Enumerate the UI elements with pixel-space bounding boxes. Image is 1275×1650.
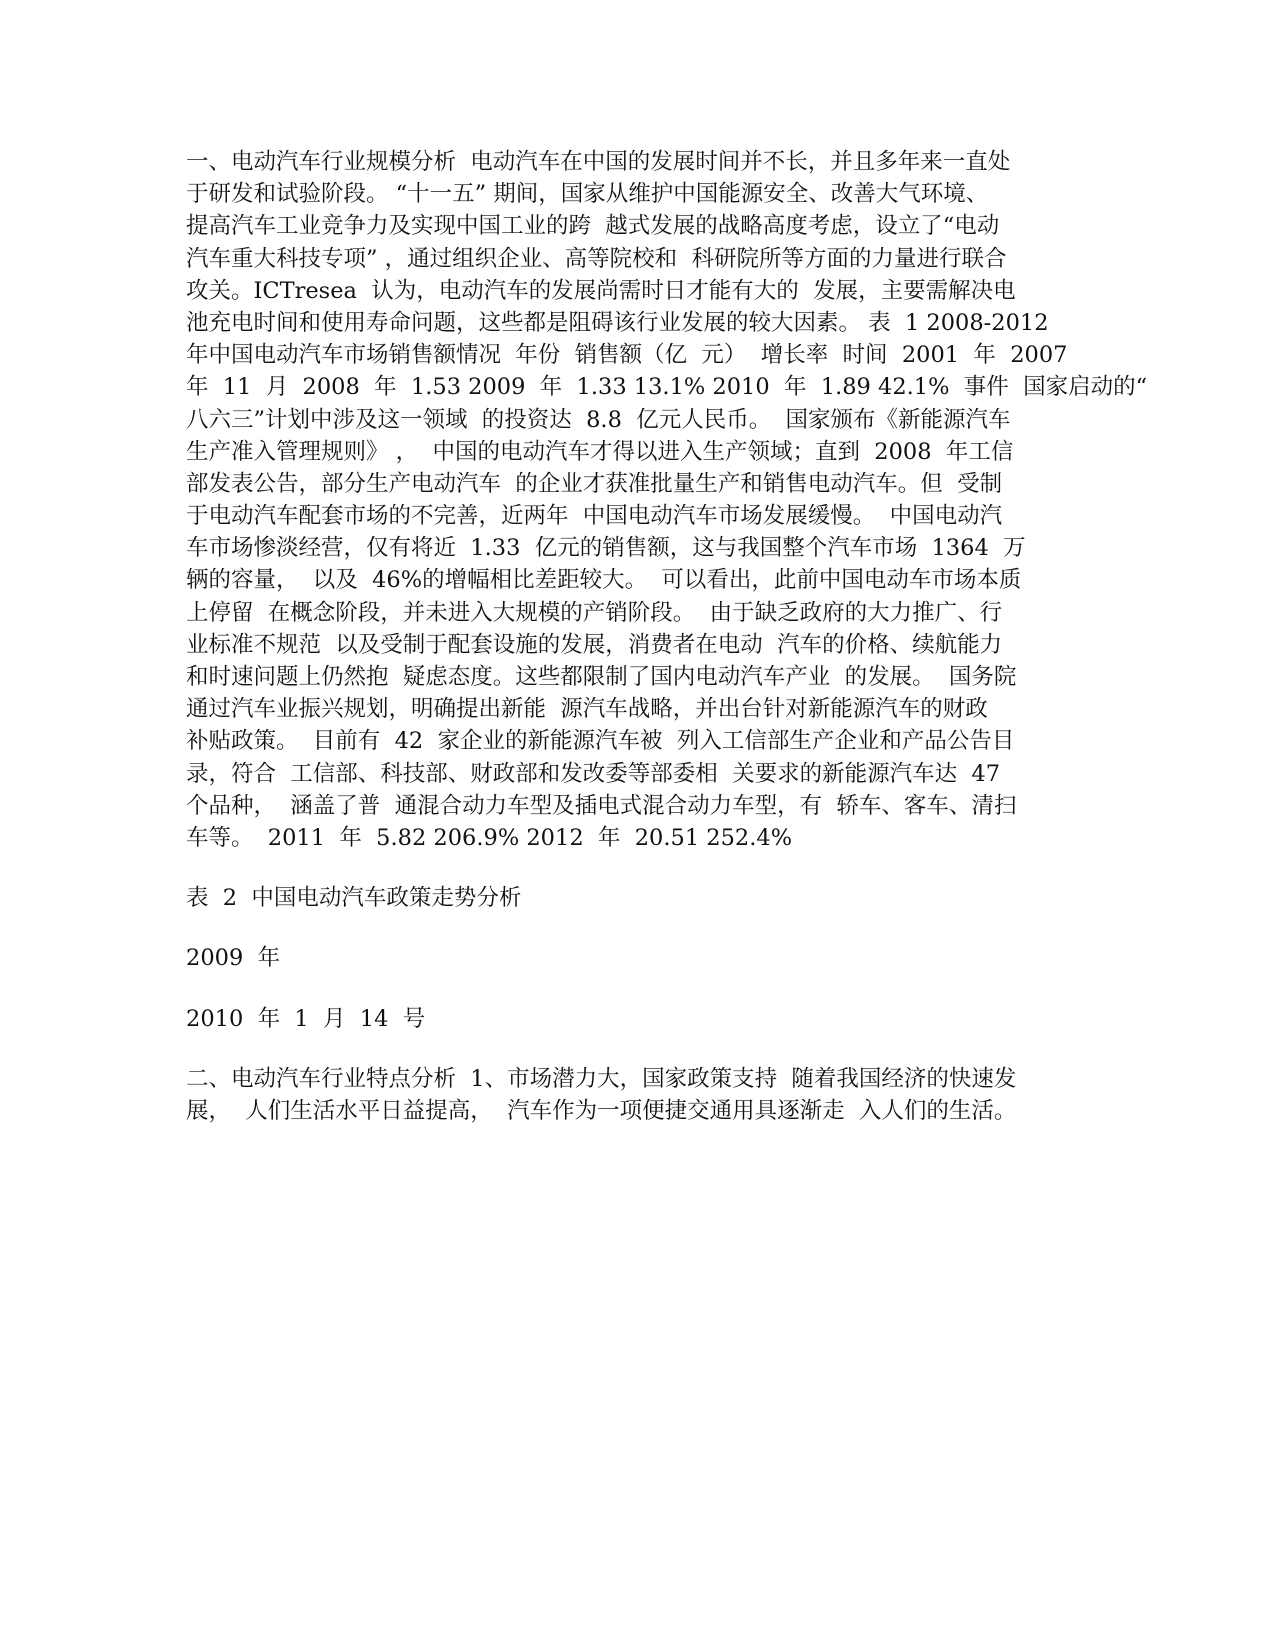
text-line: 展， 人们生活水平日益提高， 汽车作为一项便捷交通用具逐渐走 入人们的生活。 (186, 1097, 1017, 1124)
text-line: 通过汽车业振兴规划，明确提出新能 源汽车战略，并出台针对新能源汽车的财政 (186, 696, 988, 723)
text-line: 一、电动汽车行业规模分析 电动汽车在中国的发展时间并不长，并且多年来一直处 (186, 149, 1011, 175)
paragraph-date-2010 (186, 1003, 1106, 1035)
text-line: 生产准入管理规则》 ， 中国的电动汽车才得以进入生产领域；直到 2008 年工信 (186, 438, 1014, 465)
text-line: 业标准不规范 以及受制于配套设施的发展，消费者在电动 汽车的价格、续航能力 (186, 631, 1003, 658)
paragraph-industry-features (186, 1063, 1106, 1127)
paragraph-industry-scale (186, 146, 1148, 854)
text-line: 补贴政策。 目前有 42 家企业的新能源汽车被 列入工信部生产企业和产品公告目 (186, 728, 1015, 755)
text-line: 攻关。ICTresea 认为，电动汽车的发展尚需时日才能有大的 发展，主要需解决电 (186, 277, 1016, 304)
text-line: 录，符合 工信部、科技部、财政部和发改委等部委相 关要求的新能源汽车达 47 (186, 760, 1001, 787)
text-line: 上停留 在概念阶段，并未进入大规模的产销阶段。 由于缺乏政府的大力推广、行 (186, 599, 1003, 626)
text-line: 于研发和试验阶段。 “十一五” 期间，国家从维护中国能源安全、改善大气环境、 (186, 181, 989, 208)
text-line: 池充电时间和使用寿命问题，这些都是阻碍该行业发展的较大因素。 表 1 2008-2012 (186, 309, 1049, 336)
table-caption: 表 2 中国电动汽车政策走势分析 (186, 885, 522, 912)
text-line: 汽车重大科技专项” ，通过组织企业、高等院校和 科研院所等方面的力量进行联合 (186, 245, 1007, 272)
date-line: 2010 年 1 月 14 号 (186, 1005, 426, 1032)
date-line: 2009 年 (186, 945, 281, 972)
text-line: 八六三”计划中涉及这一领域 的投资达 8.8 亿元人民币。 国家颁布《新能源汽车 (186, 406, 1011, 433)
text-line: 车等。 2011 年 5.82 206.9% 2012 年 20.51 252.4% (186, 824, 793, 851)
text-line: 辆的容量， 以及 46%的增幅相比差距较大。 可以看出，此前中国电动车市场本质 (186, 567, 1022, 594)
paragraph-table-2-caption (186, 882, 1106, 914)
text-line: 车市场惨淡经营，仅有将近 1.33 亿元的销售额，这与我国整个汽车市场 1364 万 (186, 535, 1026, 562)
document-body (186, 146, 1148, 1127)
text-line: 提高汽车工业竞争力及实现中国工业的跨 越式发展的战略高度考虑，设立了“电动 (186, 213, 1000, 240)
text-line: 年中国电动汽车市场销售额情况 年份 销售额（亿 元） 增长率 时间 2001 年 2007 (186, 342, 1068, 369)
text-line: 于电动汽车配套市场的不完善，近两年 中国电动汽车市场发展缓慢。 中国电动汽 (186, 503, 1003, 530)
text-line: 二、电动汽车行业特点分析 1、市场潜力大，国家政策支持 随着我国经济的快速发 (186, 1065, 1017, 1092)
text-line: 年 11 月 2008 年 1.53 2009 年 1.33 13.1% 2010 年 1.89 42.1% 事件 国家启动的“ (186, 374, 1148, 401)
text-line: 和时速问题上仍然抱 疑虑态度。这些都限制了国内电动汽车产业 的发展。 国务院 (186, 664, 1017, 690)
paragraph-year-2009 (186, 942, 1106, 974)
text-line: 部发表公告，部分生产电动汽车 的企业才获准批量生产和销售电动汽车。但 受制 (186, 470, 1003, 497)
text-line: 个品种， 涵盖了普 通混合动力车型及插电式混合动力车型，有 轿车、客车、清扫 (186, 792, 1017, 819)
